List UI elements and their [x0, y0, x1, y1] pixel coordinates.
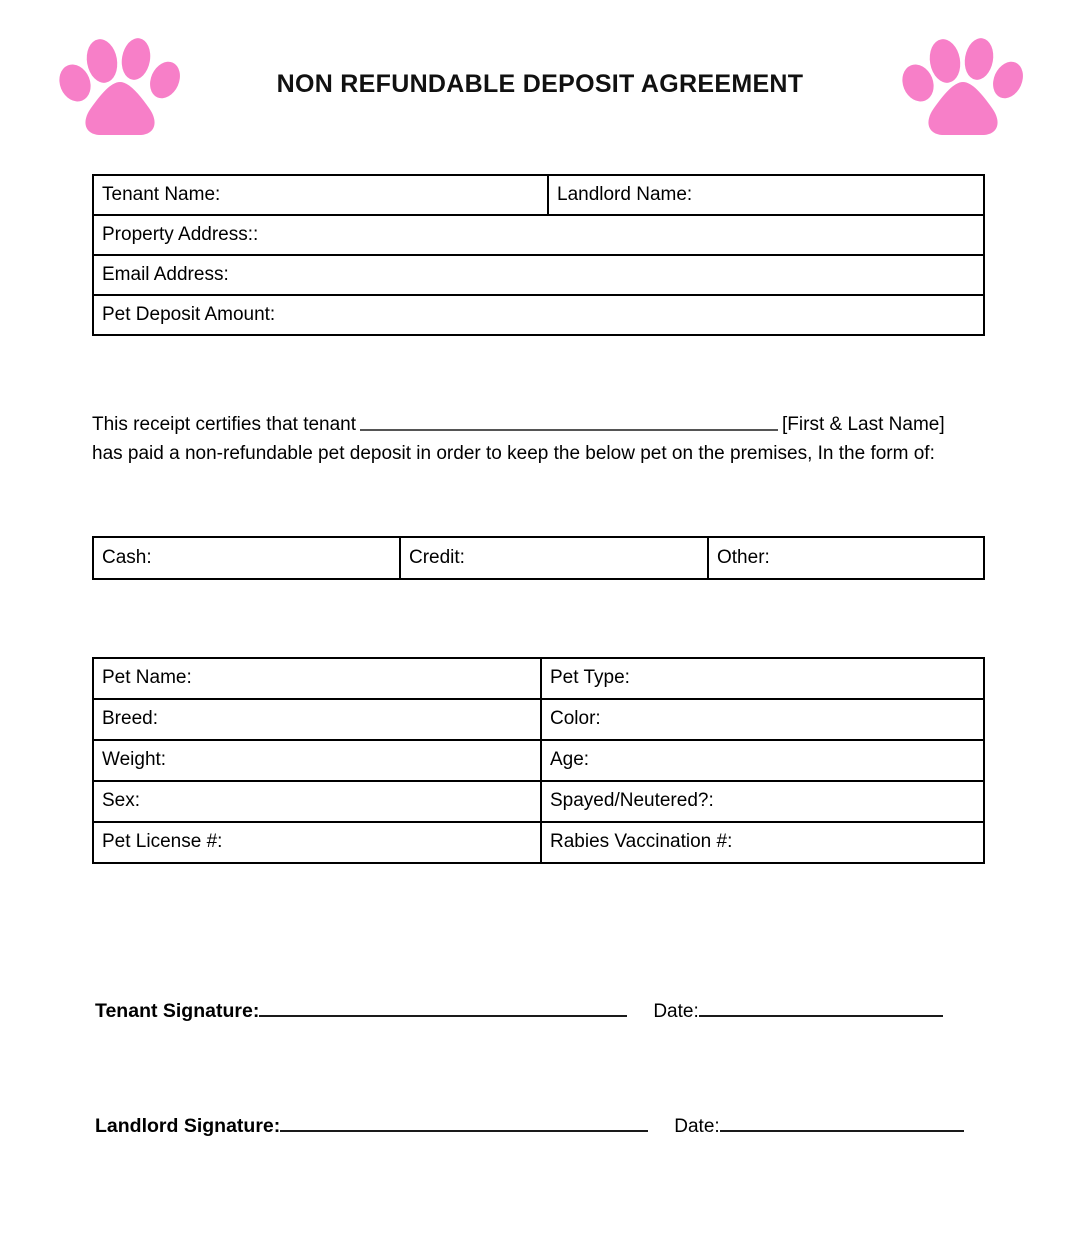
field-color[interactable]: Color: — [541, 699, 984, 740]
tenant-signature-row — [95, 1000, 995, 1023]
field-pet-name[interactable]: Pet Name: — [93, 658, 541, 699]
field-spayed-neutered[interactable]: Spayed/Neutered?: — [541, 781, 984, 822]
table-row — [93, 740, 984, 781]
tenant-signature-label: Tenant Signature: — [95, 1000, 260, 1022]
landlord-date-line[interactable] — [720, 1116, 964, 1132]
field-tenant-name[interactable]: Tenant Name: — [93, 175, 548, 215]
receipt-line1-prefix: This receipt certifies that tenant — [92, 414, 357, 435]
field-other[interactable]: Other: — [708, 537, 984, 579]
table-row — [93, 781, 984, 822]
landlord-signature-label: Landlord Signature: — [95, 1115, 281, 1137]
payment-method-table — [92, 536, 985, 580]
table-row — [93, 255, 984, 295]
table-row — [93, 537, 984, 579]
tenant-signature-line[interactable] — [259, 1001, 627, 1017]
field-weight[interactable]: Weight: — [93, 740, 541, 781]
landlord-date-label: Date: — [674, 1116, 720, 1137]
tenant-name-blank-line[interactable] — [360, 414, 778, 431]
field-rabies-vaccination[interactable]: Rabies Vaccination #: — [541, 822, 984, 863]
table-row — [93, 175, 984, 215]
receipt-line2: has paid a non-refundable pet deposit in order to keep the below pet on the premises, In the form of: — [92, 443, 935, 464]
receipt-line1-suffix: [First & Last Name] — [782, 414, 945, 435]
field-sex[interactable]: Sex: — [93, 781, 541, 822]
table-row — [93, 658, 984, 699]
field-age[interactable]: Age: — [541, 740, 984, 781]
document-header — [0, 0, 1080, 160]
field-pet-deposit-amount[interactable]: Pet Deposit Amount: — [93, 295, 984, 335]
field-pet-license[interactable]: Pet License #: — [93, 822, 541, 863]
field-credit[interactable]: Credit: — [400, 537, 708, 579]
field-property-address[interactable]: Property Address:: — [93, 215, 984, 255]
landlord-signature-line[interactable] — [280, 1116, 648, 1132]
landlord-signature-row — [95, 1115, 995, 1138]
table-row — [93, 822, 984, 863]
table-row — [93, 215, 984, 255]
table-row — [93, 699, 984, 740]
receipt-statement — [92, 410, 992, 468]
field-email-address[interactable]: Email Address: — [93, 255, 984, 295]
field-landlord-name[interactable]: Landlord Name: — [548, 175, 984, 215]
table-row — [93, 295, 984, 335]
tenant-date-line[interactable] — [699, 1001, 943, 1017]
tenant-date-label: Date: — [653, 1001, 699, 1022]
page-title: NON REFUNDABLE DEPOSIT AGREEMENT — [276, 70, 804, 98]
paw-print-icon — [898, 30, 1028, 138]
field-cash[interactable]: Cash: — [93, 537, 400, 579]
pet-details-table — [92, 657, 985, 864]
parties-table — [92, 174, 985, 336]
field-breed[interactable]: Breed: — [93, 699, 541, 740]
field-pet-type[interactable]: Pet Type: — [541, 658, 984, 699]
